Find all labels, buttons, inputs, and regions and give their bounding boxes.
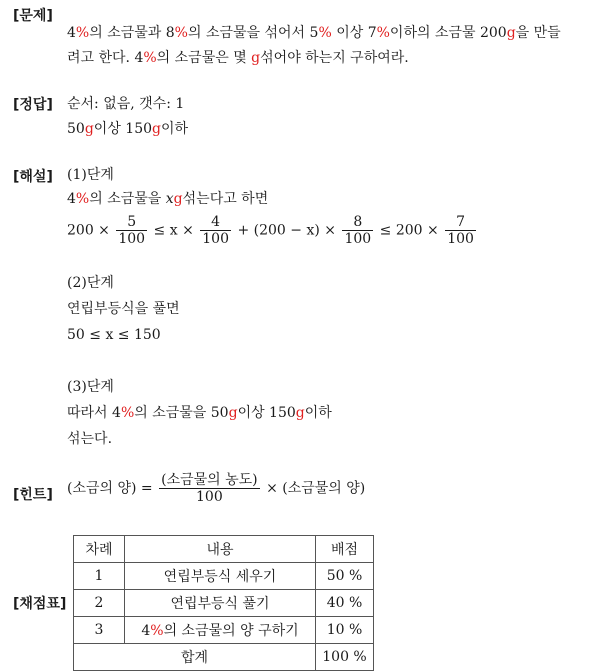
- step-2-title: (2)단계: [67, 275, 114, 291]
- problem-label: [문제]: [13, 8, 53, 24]
- hint-fraction: $\frac{\text{(소금물의 농도)}}{100}$: [161, 472, 258, 505]
- header-score: 배점: [316, 536, 374, 563]
- total-row: [74, 644, 374, 671]
- row-score: 10 %: [316, 617, 374, 644]
- row-number: 3: [74, 617, 125, 644]
- step-2-inequality: 50 ≤ x ≤ 150: [67, 327, 161, 343]
- step-1-title: (1)단계: [67, 167, 114, 183]
- step-2-text: 연립부등식을 풀면: [67, 301, 180, 317]
- row-content: 4%의 소금물의 양 구하기: [125, 617, 316, 644]
- hint-label: [힌트]: [13, 487, 53, 503]
- total-label: 합계: [74, 644, 316, 671]
- problem-line-1: 4%의 소금물과 8%의 소금물을 섞어서 5% 이상 7%이하의 소금물 200g을 만들: [67, 25, 561, 41]
- answer-line-2: 50g이상 150g이하: [67, 121, 189, 137]
- solution-label: [해설]: [13, 169, 53, 185]
- row-score: 40 %: [316, 590, 374, 617]
- header-order: 차례: [74, 536, 125, 563]
- row-score: 50 %: [316, 563, 374, 590]
- fraction-7-100: $\frac{7}{100}$: [447, 214, 474, 247]
- row-content: 연립부등식 세우기: [125, 563, 316, 590]
- fraction-8-100: $\frac{8}{100}$: [344, 214, 372, 247]
- answer-label: [정답]: [13, 97, 53, 113]
- table-row: [74, 617, 374, 644]
- step-3-text-1: 따라서 4%의 소금물을 50g이상 150g이하: [67, 405, 332, 421]
- row-content: 연립부등식 풀기: [125, 590, 316, 617]
- fraction-4-100: $\frac{4}{100}$: [202, 214, 229, 247]
- step-3-title: (3)단계: [67, 379, 114, 395]
- rubric-header-row: [74, 536, 374, 563]
- hint-formula: (소금의 양) = $\frac{\text{(소금물의 농도)}}{100}$ × (소금물의 양): [67, 472, 366, 505]
- header-content: 내용: [125, 536, 316, 563]
- inequality-equation: 200 × $\frac{5}{100}$ ≤ x × $\frac{4}{100}$ + (200 − x) × $\frac{8}{100}$ ≤ 200 × $\frac{7}{100}$: [67, 214, 474, 247]
- problem-line-2: 려고 한다. 4%의 소금물은 몇 g섞어야 하는지 구하여라.: [67, 50, 409, 66]
- fraction-5-100: $\frac{5}{100}$: [118, 214, 146, 247]
- table-row: [74, 590, 374, 617]
- step-3-text-2: 섞는다.: [67, 431, 113, 447]
- rubric-label: [채점표]: [13, 596, 67, 612]
- row-number: 1: [74, 563, 125, 590]
- answer-line-1: 순서: 없음, 갯수: 1: [67, 96, 185, 112]
- table-row: [74, 563, 374, 590]
- rubric-table: [73, 535, 374, 671]
- total-score: 100 %: [316, 644, 374, 671]
- row-number: 2: [74, 590, 125, 617]
- step-1-text: 4%의 소금물을 xg섞는다고 하면: [67, 191, 269, 207]
